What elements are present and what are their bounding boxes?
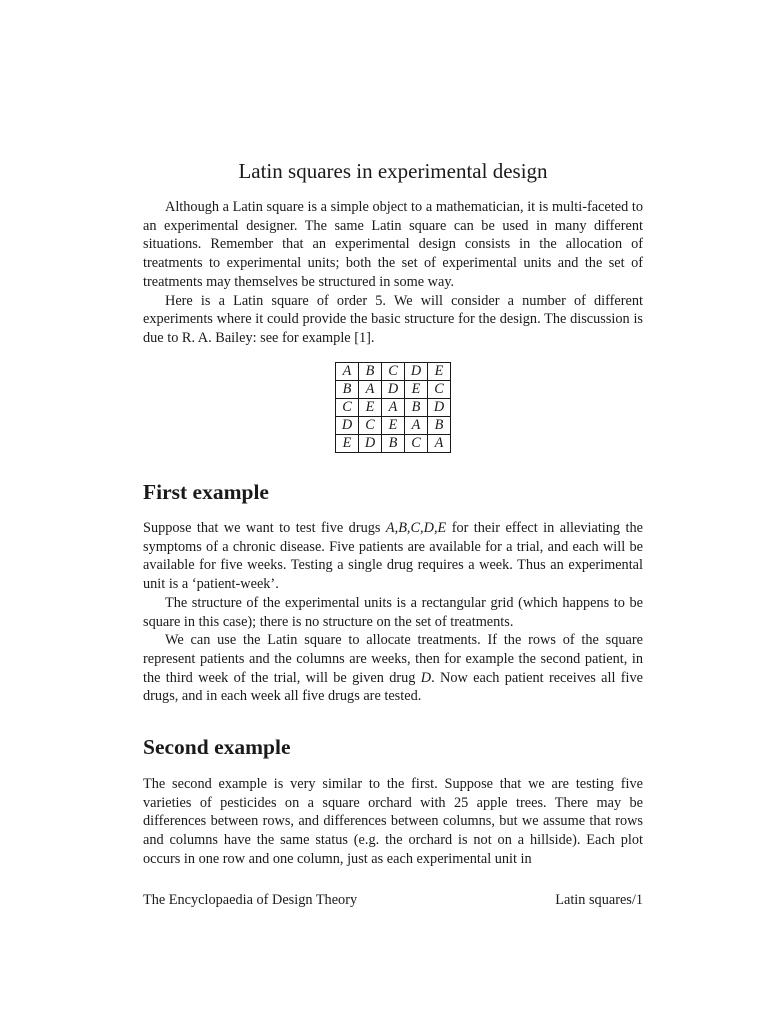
latin-cell: D	[405, 363, 428, 381]
intro-paragraph-1: Although a Latin square is a simple object to a mathematician, it is multi-faceted to an experimental designer. The same Latin square can be used in many different situations. Remember that an experimental design consists in the allocation of treatments to experimental units; both the set of experimental units and the set of treatments may themselves be structured in some way.	[143, 199, 643, 290]
latin-square-table	[335, 362, 451, 453]
footer-page-number: Latin squares/1	[555, 892, 643, 908]
drug-symbol: D	[420, 669, 432, 686]
latin-cell: A	[405, 417, 428, 435]
latin-cell: B	[428, 417, 451, 435]
drug-list: A,B,C,D,E	[385, 520, 447, 536]
text-span: We can use the Latin square to allocate treatments. If the rows of the square represent patients and the columns are weeks, then for example the second patient, in the third week of the trial, will be given drug	[143, 632, 643, 686]
latin-row	[336, 435, 451, 453]
text-span: . Now each patient receives all five drugs, and in each week all five drugs are tested.	[143, 669, 643, 705]
latin-cell: B	[405, 399, 428, 417]
latin-cell: A	[336, 363, 359, 381]
second-example-section	[143, 775, 643, 869]
first-example-paragraph-2: The structure of the experimental units is a rectangular grid (which happens to be square in this case); there is no structure on the set of treatments.	[143, 594, 643, 630]
latin-cell: D	[359, 435, 382, 453]
latin-cell: C	[336, 399, 359, 417]
latin-cell: E	[428, 363, 451, 381]
latin-cell: E	[336, 435, 359, 453]
first-example-section	[143, 519, 643, 706]
first-example-paragraph-1	[143, 519, 643, 594]
section-heading-first-example: First example	[143, 480, 269, 504]
latin-row	[336, 417, 451, 435]
intro-paragraph-2: Here is a Latin square of order 5. We will consider a number of different experiments where it could provide the basic structure for the design. The discussion is due to R. A. Bailey: see for example [1].	[143, 292, 643, 346]
latin-square-container	[143, 362, 643, 453]
text-span: Suppose that we want to test five drugs	[143, 520, 386, 536]
latin-cell: B	[359, 363, 382, 381]
second-example-paragraph-1: The second example is very similar to the first. Suppose that we are testing five varieties of pesticides on a square orchard with 25 apple trees. There may be differences between rows, and differences between columns, but we assume that rows and columns have the same status (e.g. the orchard is not on a hillside). Each plot occurs in one row and one column, just as each experimental unit in	[143, 776, 643, 867]
latin-cell: B	[336, 381, 359, 399]
latin-cell: C	[382, 363, 405, 381]
latin-row	[336, 399, 451, 417]
latin-cell: C	[359, 417, 382, 435]
document-page	[143, 0, 643, 1024]
latin-cell: D	[382, 381, 405, 399]
latin-cell: A	[428, 435, 451, 453]
latin-cell: B	[382, 435, 405, 453]
latin-cell: D	[428, 399, 451, 417]
latin-cell: C	[428, 381, 451, 399]
page-title: Latin squares in experimental design	[238, 159, 548, 183]
text-span: for their effect in alleviating the symptoms of a chronic disease. Five patients are available for a trial, and each will be available for five weeks. Testing a single drug requires a week. Thus an experimental unit is a ‘patient-week’.	[143, 520, 643, 593]
first-example-paragraph-3	[143, 631, 643, 706]
latin-cell: E	[382, 417, 405, 435]
latin-cell: E	[405, 381, 428, 399]
latin-cell: A	[359, 381, 382, 399]
latin-cell: D	[336, 417, 359, 435]
intro-section	[143, 198, 643, 348]
latin-cell: A	[382, 399, 405, 417]
latin-cell: C	[405, 435, 428, 453]
footer-source: The Encyclopaedia of Design Theory	[143, 892, 358, 908]
section-heading-second-example: Second example	[143, 735, 291, 759]
page-footer	[143, 891, 643, 909]
latin-row	[336, 363, 451, 381]
latin-row	[336, 381, 451, 399]
latin-cell: E	[359, 399, 382, 417]
